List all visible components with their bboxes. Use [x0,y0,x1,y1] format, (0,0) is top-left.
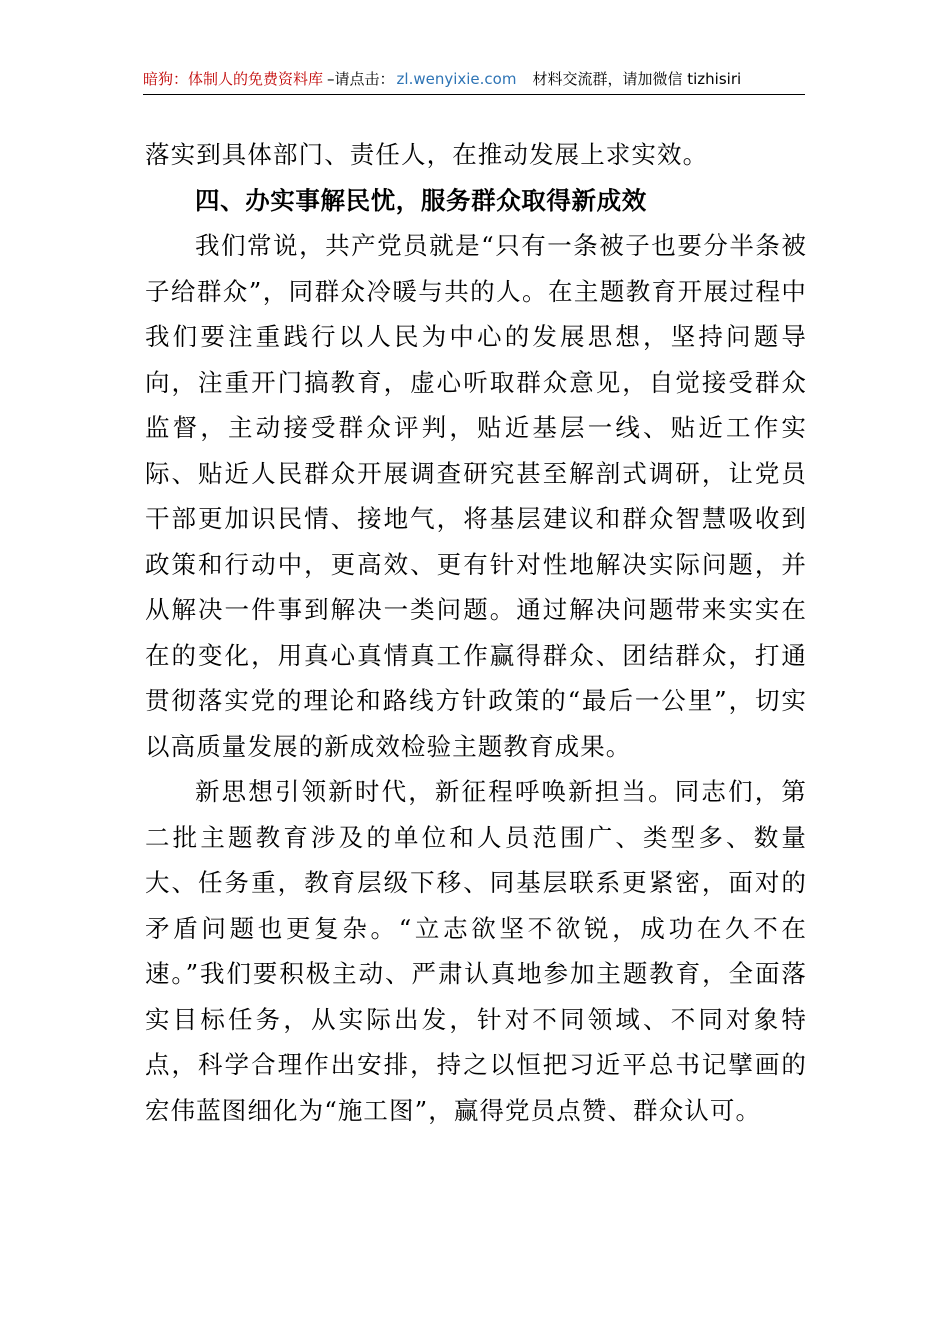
paragraph-conclusion: 新思想引领新时代，新征程呼唤新担当。同志们，第二批主题教育涉及的单位和人员范围广、类型多、数量大、任务重，教育层级下移、同基层联系更紧密，面对的矛盾问题也更复杂。“立志欲坚不欲锐，成功在久不在速。”我们要积极主动、严肃认真地参加主题教育，全面落实目标任务，从实际出发，针对不同领域、不同对象特点，科学合理作出安排，持之以恒把习近平总书记擘画的宏伟蓝图细化为“施工图”，赢得党员点赞、群众认可。 [145,777,807,1125]
paragraph-continuation: 落实到具体部门、责任人，在推动发展上求实效。 [145,140,709,169]
page-header [143,68,805,94]
header-site-name: 暗狗：体制人的免费资料库 [143,70,324,88]
paragraph-serve-masses: 我们常说，共产党员就是“只有一条被子也要分半条被子给群众”，同群众冷暖与共的人。在主题教育开展过程中我们要注重践行以人民为中心的发展思想，坚持问题导向，注重开门搞教育，虚心听取群众意见，自觉接受群众监督，主动接受群众评判，贴近基层一线、贴近工作实际、贴近人民群众开展调查研究甚至解剖式调研，让党员干部更加识民情、接地气，将基层建议和群众智慧吸收到政策和行动中，更高效、更有针对性地解决实际问题，并从解决一件事到解决一类问题。通过解决问题带来实实在在的变化，用真心真情真工作赢得群众、团结群众，打通贯彻落实党的理论和路线方针政策的“最后一公里”，切实以高质量发展的新成效检验主题教育成果。 [145,231,807,761]
header-wechat-group-note: 材料交流群，请加微信 tizhisiri [532,70,742,88]
section-heading: 四、办实事解民忧，服务群众取得新成效 [195,185,647,215]
header-divider [143,94,805,95]
header-click-prompt: –请点击： [327,70,395,88]
document-body [145,132,807,1133]
header-url-link[interactable]: zl.wenyixie.com [396,70,517,88]
